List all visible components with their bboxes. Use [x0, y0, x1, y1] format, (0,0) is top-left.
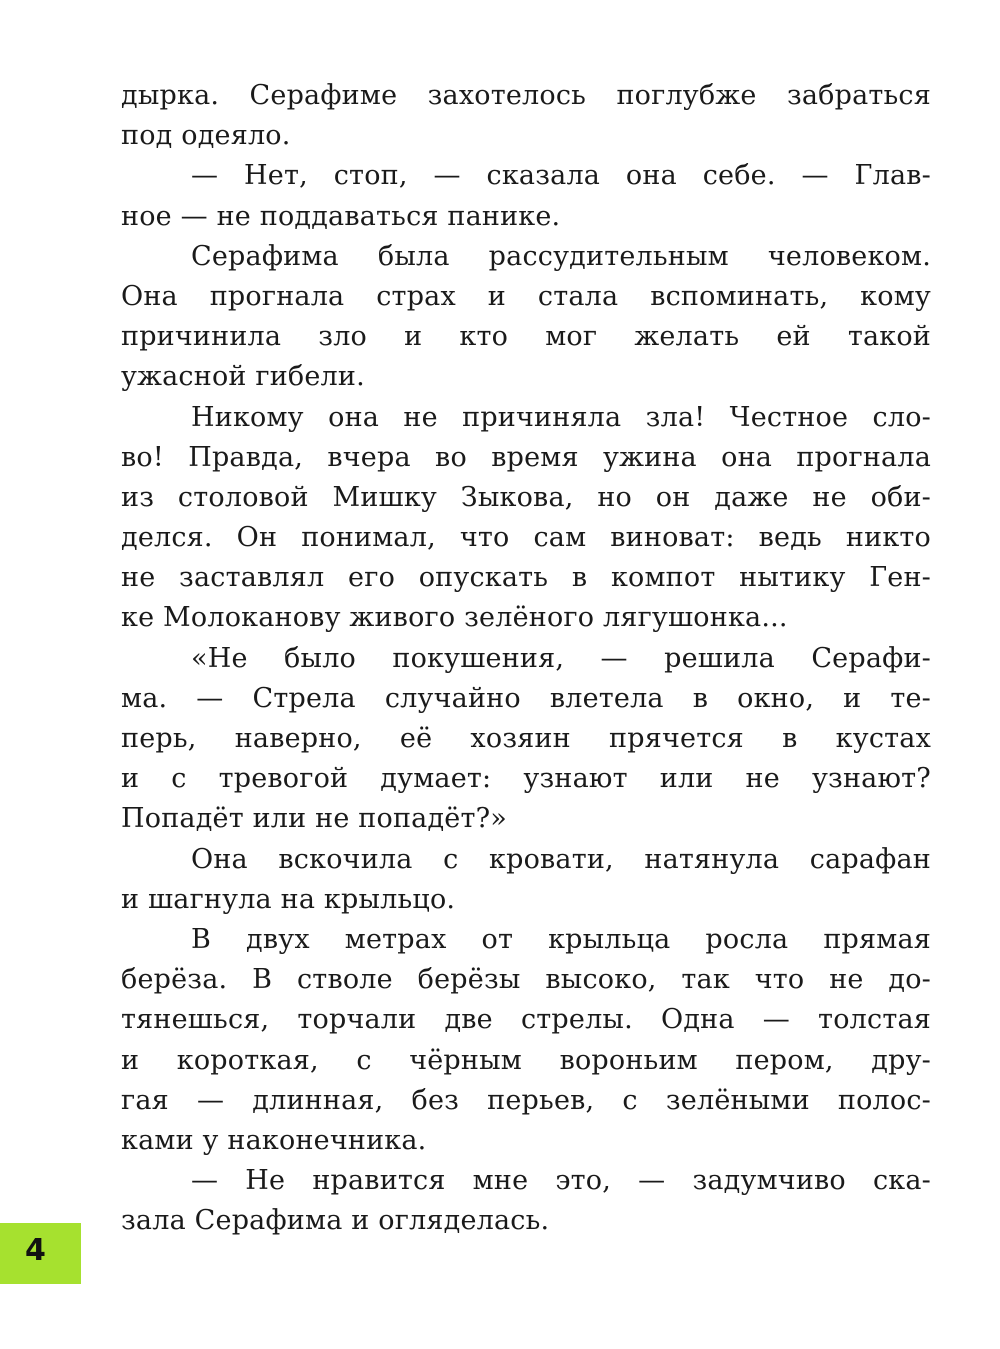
text-line: ма. — Стрела случайно влетела в окно, и те- [121, 682, 931, 714]
text-line: не заставлял его опускать в компот нытику Ген- [121, 562, 931, 594]
text-line: Попадёт или не попадёт?» [121, 803, 507, 835]
text-line: В двух метрах от крыльца росла прямая [191, 923, 931, 955]
text-line: тянешься, торчали две стрелы. Одна — толстая [121, 1004, 931, 1036]
text-line: ке Молоканову живого зелёного лягушонка... [121, 602, 788, 634]
text-line: Она вскочила с кровати, натянула сарафан [191, 843, 931, 875]
text-line: — Не нравится мне это, — задумчиво ска- [191, 1165, 931, 1197]
text-line: и с тревогой думает: узнают или не узнают? [121, 763, 931, 795]
text-line: причинила зло и кто мог желать ей такой [121, 321, 931, 353]
text-line: делся. Он понимал, что сам виноват: ведь никто [121, 522, 931, 554]
page-number: 4 [25, 1233, 46, 1268]
text-line: ками у наконечника. [121, 1124, 427, 1156]
text-line: Серафима была рассудительным человеком. [191, 240, 931, 272]
text-line: и шагнула на крыльцо. [121, 883, 456, 915]
text-line: под одеяло. [121, 120, 291, 152]
text-line: гая — длинная, без перьев, с зелёными полос- [121, 1084, 931, 1116]
text-line: ное — не поддаваться панике. [121, 200, 561, 232]
text-line: ужасной гибели. [121, 361, 365, 393]
text-line: во! Правда, вчера во время ужина она прогнала [121, 441, 931, 473]
text-line: берёза. В стволе берёзы высоко, так что не до- [121, 964, 931, 996]
text-line: зала Серафима и огляделась. [121, 1205, 550, 1237]
text-line: и короткая, с чёрным вороньим пером, дру- [121, 1044, 931, 1076]
text-line: — Нет, стоп, — сказала она себе. — Глав- [191, 160, 931, 192]
text-line: перь, наверно, её хозяин прячется в кустах [121, 723, 931, 754]
text-line: «Не было покушения, — решила Серафи- [191, 642, 931, 674]
page-number-tab [0, 1223, 81, 1284]
text-line: Она прогнала страх и стала вспоминать, кому [121, 280, 931, 312]
page-text [121, 76, 931, 1241]
text-line: из столовой Мишку Зыкова, но он даже не оби- [121, 481, 931, 513]
text-line: Никому она не причиняла зла! Честное сло- [191, 401, 931, 433]
text-line: дырка. Серафиме захотелось поглубже забраться [121, 80, 931, 111]
